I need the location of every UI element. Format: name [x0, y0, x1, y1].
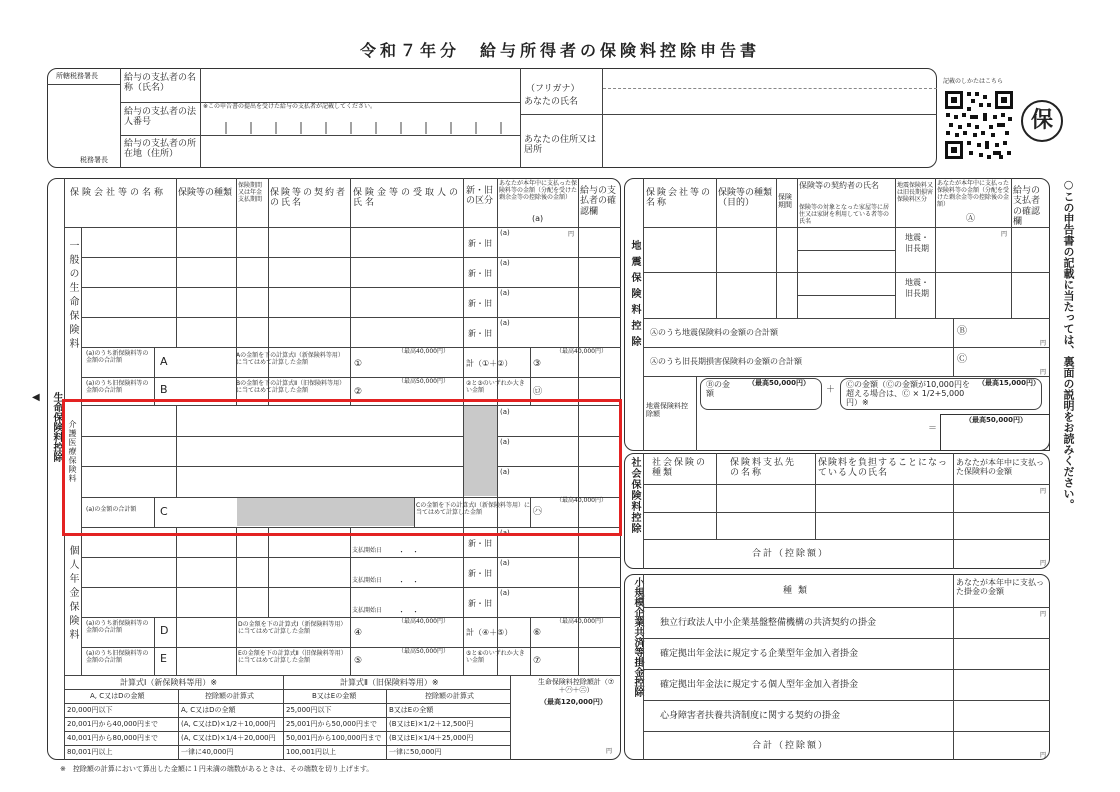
life-h-confirm: 給与の支払者の確認欄: [580, 186, 617, 217]
eq-sum-old: Ⓐのうち旧長期損害保険料の金額の合計額: [650, 357, 802, 366]
mark-b: Ⓑ: [957, 326, 967, 337]
formula2-cell: (B又はE)×1/4＋25,000円: [389, 734, 474, 742]
circle-ha: ㋩: [533, 507, 543, 517]
newold-5[interactable]: 新・旧: [468, 539, 492, 548]
life-h-newold: 新・旧の区分: [466, 186, 494, 207]
payer-corp-label: 給与の支払者の法人番号: [124, 107, 197, 128]
date-dots: ・ ・: [398, 578, 419, 586]
social-h-paid: あなたが本年中に支払った保険料の金額: [956, 458, 1044, 477]
your-addr-label: あなたの住所又は居所: [524, 135, 597, 156]
small-total-label: 合計（控除額）: [752, 741, 830, 751]
small-side-label: 小規模企業共済等掛金控除: [632, 577, 643, 697]
newold-3[interactable]: 新・旧: [468, 299, 492, 308]
bigger-2-3: ②と③のいずれか大きい金額: [466, 380, 525, 394]
small-enterprise-box: [624, 574, 1050, 760]
eq-h-company: 保険会社等の名称: [646, 188, 713, 209]
eq-h-class: 地震保険料又は旧長期損害保険料区分: [897, 182, 934, 203]
eq-h-paid: あなたが本年中に支払った保険料等の金額（分配を受けた剰余金等の控除後の金額）: [937, 180, 1010, 208]
life-h-recipient: 保険金等の受取人の氏名: [353, 188, 462, 209]
formula1-cell: (A, C又はD)×1/4＋20,000円: [181, 734, 276, 742]
social-h-type: 社会保険の種類: [652, 458, 708, 479]
newold-7[interactable]: 新・旧: [468, 599, 492, 608]
calc-note-d: Dの金額を下の計算式Ⅰ（新保険料等用）に当てはめて計算した金額: [238, 621, 347, 635]
eq-h-insured: 保険等の対象となった家屋等に居住又は家財を利用している者等の氏名: [799, 204, 890, 225]
small-row-1: 独立行政法人中小企業基盤整備機構の共済契約の掛金: [660, 618, 877, 628]
formula1-cell: 80,001円以上: [67, 748, 113, 756]
qr-code-image: [943, 89, 1015, 161]
life-h-period: 保険期間又は年金支払期間: [238, 182, 263, 203]
calc-note-e: Eの金額を下の計算式Ⅱ（旧保険料等用）に当てはめて計算した金額: [238, 650, 347, 664]
max50-label: （最高50,000円）: [398, 378, 449, 385]
max40-label: （最高40,000円）: [398, 348, 449, 355]
small-row-3: 確定拠出年金法に規定する個人型年金加入者掛金: [660, 680, 859, 690]
eq-calc-b-max: （最高50,000円）: [748, 379, 811, 387]
social-h-burden: 保険料を負担することになっている人の氏名: [818, 458, 949, 479]
letter-b: B: [160, 383, 168, 396]
bigger-5-6: ⑤と⑥のいずれか大きい金額: [466, 650, 525, 664]
eq-sum-quake: Ⓐのうち地震保険料の金額の合計額: [650, 328, 778, 337]
yen-unit: 円: [1001, 231, 1008, 238]
pension-start: 支払開始日: [352, 547, 383, 554]
max50-label: （最高50,000円）: [398, 648, 449, 655]
yen-unit: 円: [1040, 369, 1047, 376]
calc-note-new: Aの金額を下の計算式Ⅰ（新保険料等用）に当てはめて計算した金額: [236, 352, 344, 366]
formula2-cell: 25,000円以下: [286, 706, 332, 714]
your-name-input[interactable]: [604, 90, 936, 113]
right-vertical-note: ○この申告書の記載に当たっては、裏面の説明をお読みください。: [1062, 178, 1075, 510]
social-side-label: 社会保険料控除: [629, 457, 640, 534]
formula2-cell: 25,001円から50,000円まで: [286, 720, 377, 728]
max40-label: （最高40,000円）: [556, 618, 607, 625]
eq-h-paid-a: Ⓐ: [966, 214, 976, 224]
date-dots: ・ ・: [398, 548, 419, 556]
formula1-cell: 一律に40,000円: [181, 748, 234, 756]
formula1-cell: 20,001円から40,000円まで: [67, 720, 158, 728]
newold-1[interactable]: 新・旧: [468, 239, 492, 248]
payer-corp-input[interactable]: [201, 112, 519, 134]
max40-label: （最高40,000円）: [398, 618, 449, 625]
formula1-h-calc: 控除額の計算式: [205, 692, 254, 700]
eq-class-1[interactable]: 地震・旧長期: [905, 233, 929, 253]
a-mark: (a): [500, 408, 510, 416]
formula1-cell: A, C又はDの全額: [181, 706, 236, 714]
payer-name-label: 給与の支払者の名称（氏名）: [124, 73, 197, 94]
a-mark: (a): [500, 289, 510, 297]
footnote: ※ 控除額の計算において算出した金額に１円未満の端数があるときは、その端数を切り上げます。: [60, 765, 374, 773]
payer-corp-note: ※この申告書の提出を受けた給与の支払者が記載してください。: [203, 103, 377, 110]
life-h-type: 保険等の種類: [178, 188, 233, 198]
circle-5: ⑤: [354, 656, 363, 666]
formula2-cell: 50,001円から100,000円まで: [286, 734, 382, 742]
circle-3: ③: [533, 359, 542, 369]
date-dots: ・ ・: [398, 608, 419, 616]
life-h-company: 保険会社等の名称: [70, 188, 167, 198]
a-mark: (a): [500, 319, 510, 327]
formula1-cell: 20,000円以下: [67, 706, 113, 714]
formula1-h-amount: A, C又はDの金額: [90, 692, 145, 700]
page-title: 令和７年分 給与所得者の保険料控除申告書: [359, 41, 760, 60]
social-total-label: 合計（控除額）: [752, 549, 830, 559]
circle-2: ②: [354, 387, 363, 397]
pension-start: 支払開始日: [352, 577, 383, 584]
newold-4[interactable]: 新・旧: [468, 329, 492, 338]
pension-sum-new: (a)のうち新保険料等の金額の合計額: [86, 620, 149, 634]
yen-unit: 円: [1040, 560, 1047, 567]
formula1-cell: (A, C又はD)×1/2＋10,000円: [181, 720, 276, 728]
small-h-type: 種類: [783, 586, 814, 596]
eq-h-contractor: 保険等の契約者の氏名: [799, 181, 879, 190]
calc-note-c: Cの金額を下の計算式Ⅰ（新保険料等用）に当てはめて計算した金額: [416, 502, 530, 516]
a-mark: (a): [500, 229, 510, 237]
life-total-max: （最高120,000円）: [540, 698, 607, 706]
mark-c: Ⓒ: [957, 354, 967, 365]
max40-label: （最高40,000円）: [556, 348, 607, 355]
formula1-title: 計算式Ⅰ（新保険料等用）※: [120, 678, 218, 687]
formula2-title: 計算式Ⅱ（旧保険料等用）※: [340, 678, 439, 687]
formula2-cell: 一律に50,000円: [389, 748, 442, 756]
circle-ro: ㋺: [533, 387, 543, 397]
arrow-marker: ◀: [32, 392, 40, 403]
tax-office-label: 所轄税務署長: [56, 72, 98, 80]
your-addr-input[interactable]: [604, 116, 936, 166]
formula2-cell: (B又はE)×1/2＋12,500円: [389, 720, 474, 728]
small-row-2: 確定拠出年金法に規定する企業型年金加入者掛金: [660, 649, 859, 659]
yen-unit: 円: [1040, 488, 1047, 495]
formula2-h-calc: 控除額の計算式: [425, 692, 474, 700]
plus-sign: ＋: [826, 385, 836, 395]
yen-unit: 円: [606, 748, 613, 755]
yen-unit: 円: [1040, 340, 1047, 347]
eq-class-2[interactable]: 地震・旧長期: [905, 278, 929, 298]
calc-note-old: Bの金額を下の計算式Ⅱ（旧保険料等用）に当てはめて計算した金額: [236, 380, 346, 394]
payer-addr-input[interactable]: [201, 136, 519, 167]
life-h-paid: あなたが本年中に支払った保険料等の金額（分配を受けた剰余金等の控除後の金額）: [499, 180, 578, 201]
eq-deduct-max: （最高50,000円）: [965, 416, 1028, 424]
eq-deduct-label: 地震保険料控除額: [646, 402, 688, 419]
stamp-circle: 保: [1021, 100, 1063, 142]
circle-6: ⑥: [533, 628, 542, 638]
small-row-4: 心身障害者扶養共済制度に関する契約の掛金: [660, 711, 841, 721]
corp-number-ticks: [201, 112, 519, 134]
life-section-care: 介護医療保険料: [68, 420, 77, 483]
a-mark: (a): [500, 589, 510, 597]
a-mark: (a): [500, 259, 510, 267]
formula2-h-amount: B又はEの金額: [312, 692, 357, 700]
yen-unit: 円: [1040, 611, 1047, 618]
qr-code[interactable]: [943, 89, 1015, 161]
sum-1-2: 計（①＋②）: [466, 359, 513, 368]
qr-caption: 記載のしかたはこちら: [943, 78, 1004, 85]
payer-name-input[interactable]: [201, 69, 519, 101]
eq-calc-b: Ⓑの金額: [706, 380, 730, 399]
newold-2[interactable]: 新・旧: [468, 269, 492, 278]
circle-4: ④: [354, 628, 363, 638]
life-total-label: 生命保険料控除額計（⑦＋㋩＋㋥）: [537, 678, 615, 695]
small-h-paid: あなたが本年中に支払った掛金の金額: [956, 578, 1044, 597]
earthquake-side-label: 地震保険料控除: [629, 240, 640, 352]
yen-unit: 円: [568, 231, 575, 238]
care-sum-label: (a)の金額の合計額: [86, 506, 137, 513]
life-section-pension: 個人年金保険料: [67, 545, 78, 643]
tax-office-suffix: 税務署長: [80, 156, 108, 164]
eq-calc-c-max: （最高15,000円）: [978, 379, 1041, 387]
formula2-cell: 100,001円以上: [286, 748, 336, 756]
letter-e: E: [160, 652, 167, 665]
a-mark: (a): [500, 438, 510, 446]
furigana-label: （フリガナ）: [526, 84, 580, 94]
letter-d: D: [160, 624, 169, 637]
sum-new-label: (a)のうち新保険料等の金額の合計額: [86, 350, 149, 364]
formula2-cell: B又はEの全額: [389, 706, 434, 714]
life-section-general: 一般の生命保険料: [67, 240, 78, 352]
life-side-label: 生命保険料控除: [51, 392, 62, 462]
social-h-payee: 保険料支払先の名称: [730, 458, 797, 479]
pension-sum-old: (a)のうち旧保険料等の金額の合計額: [86, 650, 149, 664]
equals-sign: ＝: [928, 424, 938, 434]
your-name-label: あなたの氏名: [524, 97, 579, 107]
sum-4-5: 計（④＋⑤）: [466, 628, 513, 637]
circle-1: ①: [354, 359, 363, 369]
sum-old-label: (a)のうち旧保険料等の金額の合計額: [86, 380, 149, 394]
eq-h-type: 保険等の種類（目的）: [718, 188, 773, 209]
life-h-paid-a: (a): [532, 214, 544, 223]
life-h-contractor: 保険等の契約者の氏名: [270, 188, 348, 209]
letter-a: A: [160, 355, 168, 368]
a-mark: (a): [500, 559, 510, 567]
eq-h-period: 保険期間: [778, 193, 792, 210]
a-mark: (a): [500, 529, 510, 537]
yen-unit: 円: [1040, 752, 1047, 759]
highlight-care-section: [62, 399, 622, 536]
eq-h-confirm: 給与の支払者の確認欄: [1013, 186, 1041, 228]
payer-addr-label: 給与の支払者の所在地（住所）: [124, 139, 197, 160]
eq-calc-c: Ⓒの金額（Ⓒの金額が10,000円を超える場合は、Ⓒ × 1/2+5,000 円）※: [846, 380, 970, 408]
pension-start: 支払開始日: [352, 607, 383, 614]
letter-c: C: [160, 505, 168, 518]
newold-6[interactable]: 新・旧: [468, 569, 492, 578]
max40-label: （最高40,000円）: [556, 497, 607, 504]
formula1-cell: 40,001円から80,000円まで: [67, 734, 158, 742]
circle-7: ⑦: [533, 656, 542, 666]
a-mark: (a): [500, 468, 510, 476]
